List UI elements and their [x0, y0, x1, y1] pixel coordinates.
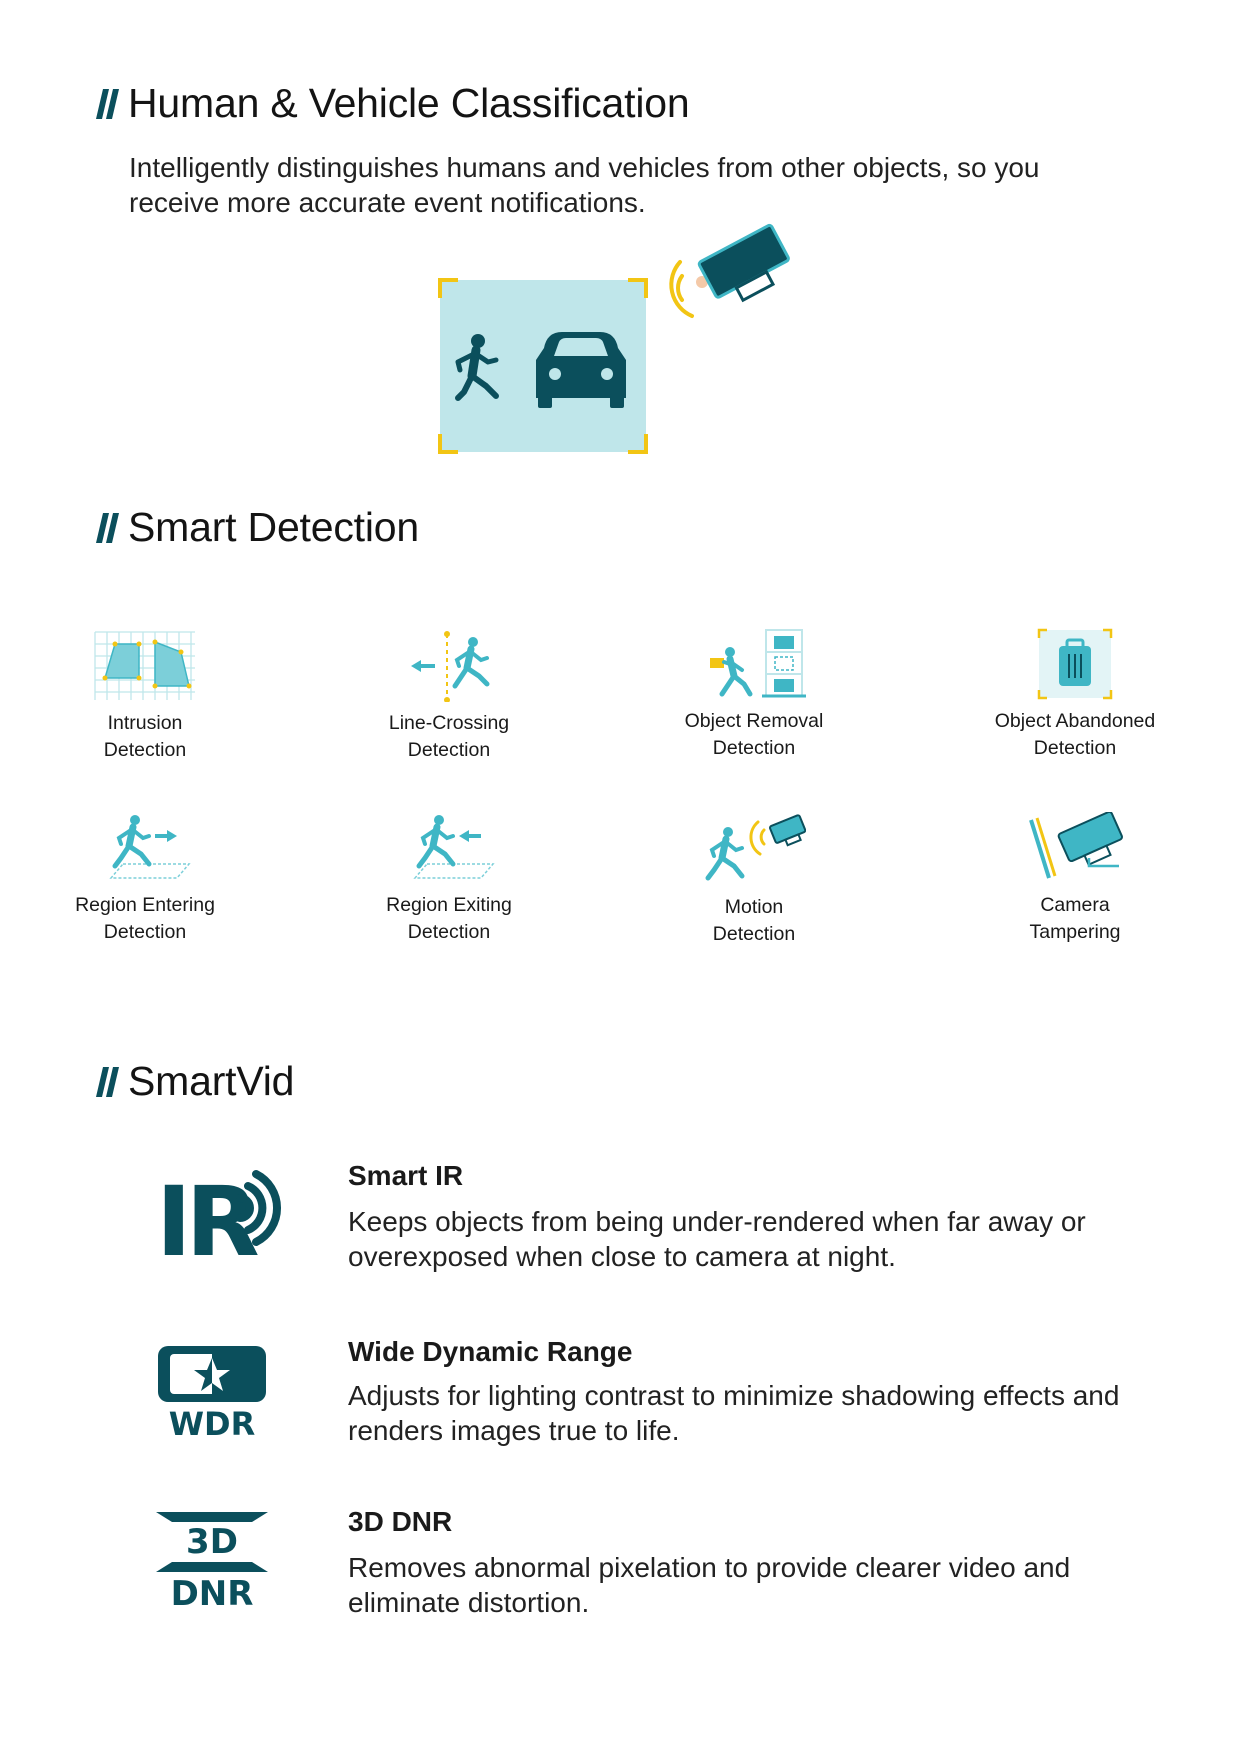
smart-detection-title: Smart Detection: [96, 504, 419, 551]
feature-object-removal-detection: Object Removal Detection: [644, 628, 864, 762]
classification-description: Intelligently distinguishes humans and vehicles from other objects, so you receive more accurate event notifications.: [129, 152, 1040, 218]
region-entering-icon: [93, 812, 197, 884]
region-exiting-icon: [397, 812, 501, 884]
camera-tampering-icon: [1023, 812, 1127, 884]
slash-marker-icon: [96, 89, 122, 119]
smart-ir-badge: IR: [156, 1168, 286, 1278]
feature-intrusion-detection: Intrusion Detection: [35, 630, 255, 764]
dnr-description: Removes abnormal pixelation to provide clearer video and eliminate distortion.: [348, 1552, 1071, 1618]
wdr-title: Wide Dynamic Range: [348, 1336, 633, 1367]
feature-line-crossing-detection: Line-Crossing Detection: [339, 630, 559, 764]
slash-marker-icon: [96, 1067, 122, 1097]
security-camera-icon: [671, 224, 796, 316]
smartvid-title: SmartVid: [96, 1058, 294, 1105]
classification-illustration: [430, 220, 830, 470]
ir-waves-icon: [234, 1168, 288, 1248]
feature-region-exiting-detection: Region Exiting Detection: [339, 812, 559, 946]
feature-camera-tampering: Camera Tampering: [965, 812, 1185, 946]
slash-marker-icon: [96, 513, 122, 543]
car-icon: [536, 332, 626, 408]
suitcase-icon: [1023, 628, 1127, 700]
object-removal-icon: [702, 628, 806, 700]
feature-object-abandoned-detection: Object Abandoned Detection: [965, 628, 1185, 762]
intrusion-icon: [93, 630, 197, 702]
wdr-badge: WDR: [156, 1344, 268, 1454]
wdr-star-icon: [156, 1344, 268, 1406]
line-crossing-icon: [397, 630, 501, 702]
dnr-badge: 3D DNR: [156, 1512, 268, 1622]
feature-motion-detection: Motion Detection: [644, 814, 864, 948]
feature-region-entering-detection: Region Entering Detection: [35, 812, 255, 946]
motion-icon: [702, 814, 806, 886]
smart-ir-title: Smart IR: [348, 1160, 464, 1191]
classification-title: Human & Vehicle Classification: [96, 80, 689, 127]
wdr-description: Adjusts for lighting contrast to minimize shadowing effects and renders images true to life.: [348, 1380, 1120, 1446]
smart-ir-description: Keeps objects from being under-rendered when far away or overexposed when close to camera at night.: [348, 1206, 1086, 1272]
dnr-title: 3D DNR: [348, 1506, 453, 1537]
